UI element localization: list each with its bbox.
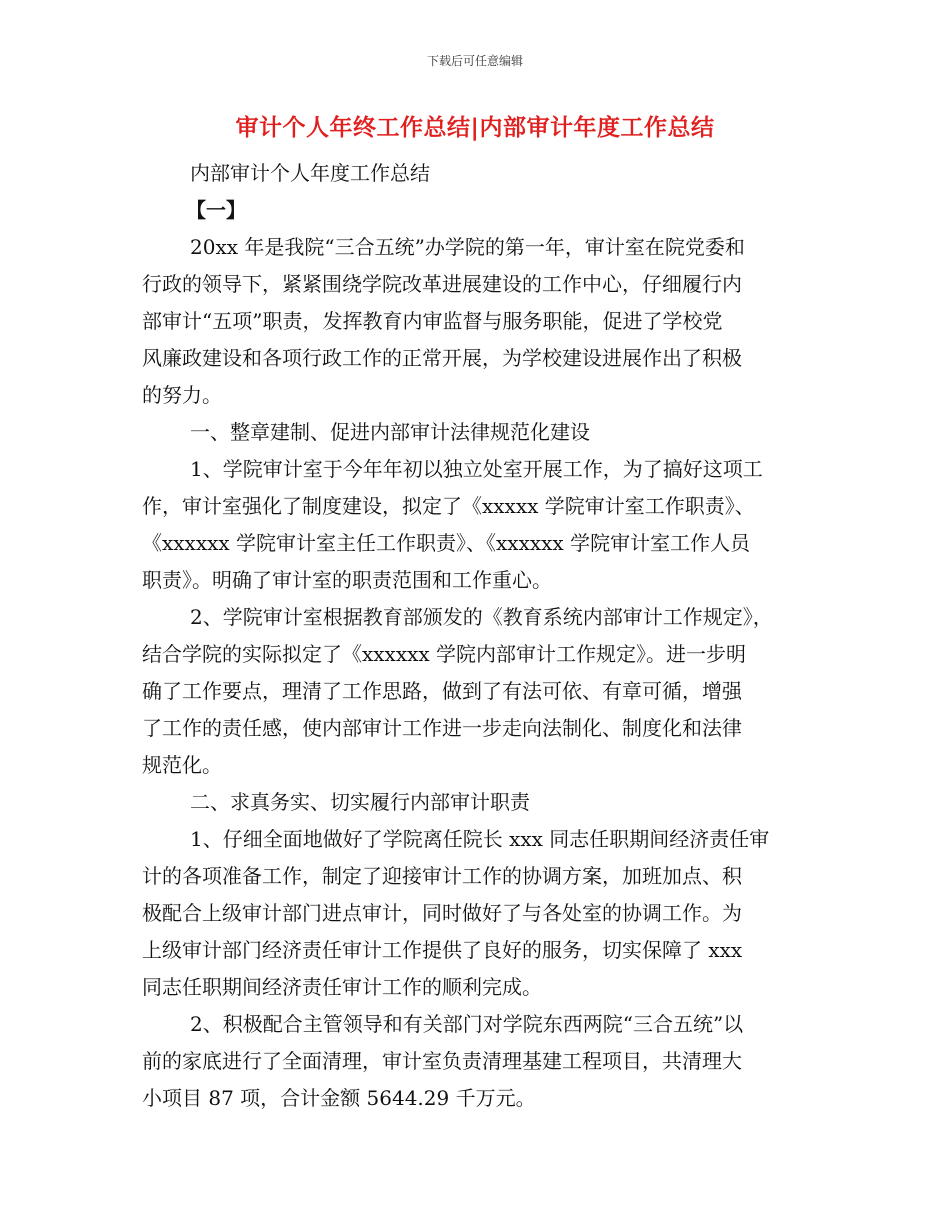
- subtitle: 内部审计个人年度工作总结: [190, 161, 430, 185]
- paragraph-line: 前的家底进行了全面清理，审计室负责清理基建工程项目，共清理大: [142, 1049, 742, 1073]
- paragraph-line: 确了工作要点，理清了工作思路，做到了有法可依、有章可循，增强: [142, 679, 742, 703]
- paragraph-line: 行政的领导下，紧紧围绕学院改革进展建设的工作中心，仔细履行内: [142, 272, 742, 296]
- paragraph-line: 小项目 87 项，合计金额 5644.29 千万元。: [142, 1086, 536, 1110]
- paragraph-line: 1、仔细全面地做好了学院离任院长 xxx 同志任职期间经济责任审: [190, 827, 770, 851]
- document-title: 审计个人年终工作总结|内部审计年度工作总结: [235, 115, 715, 141]
- paragraph-line: 2、积极配合主管领导和有关部门对学院东西两院“三合五统”以: [190, 1012, 744, 1036]
- paragraph-line: 上级审计部门经济责任审计工作提供了良好的服务，切实保障了 xxx: [142, 938, 743, 962]
- section-heading: 二、求真务实、切实履行内部审计职责: [190, 790, 530, 814]
- paragraph-line: 《xxxxxx 学院审计室主任工作职责》、《xxxxxx 学院审计室工作人员: [142, 531, 751, 555]
- paragraph-line: 极配合上级审计部门进点审计，同时做好了与各处室的协调工作。为: [142, 901, 742, 925]
- paragraph-line: 的努力。: [142, 383, 222, 407]
- document-body: [142, 155, 810, 1117]
- paragraph-line: 职责》。明确了审计室的职责范围和工作重心。: [142, 568, 552, 592]
- paragraph-line: 2、学院审计室根据教育部颁发的《教育系统内部审计工作规定》，: [190, 605, 773, 629]
- paragraph-line: 部审计“五项”职责，发挥教育内审监督与服务职能，促进了学校党: [142, 309, 723, 333]
- paragraph-line: 20xx 年是我院“三合五统”办学院的第一年，审计室在院党委和: [190, 235, 745, 259]
- paragraph-line: 作，审计室强化了制度建设，拟定了《xxxxx 学院审计室工作职责》、: [142, 494, 755, 518]
- paragraph-line: 风廉政建设和各项行政工作的正常开展，为学校建设进展作出了积极: [142, 346, 742, 370]
- paragraph-line: 1、学院审计室于今年年初以独立处室开展工作，为了搞好这项工: [190, 457, 763, 481]
- section-mark: 【一】: [186, 198, 246, 222]
- paragraph-line: 同志任职期间经济责任审计工作的顺利完成。: [142, 975, 542, 999]
- paragraph-line: 了工作的责任感，使内部审计工作进一步走向法制化、制度化和法律: [142, 716, 742, 740]
- paragraph-line: 结合学院的实际拟定了《xxxxxx 学院内部审计工作规定》。进一步明: [142, 642, 747, 666]
- paragraph-line: 计的各项准备工作，制定了迎接审计工作的协调方案，加班加点、积: [142, 864, 742, 888]
- paragraph-line: 规范化。: [142, 753, 222, 777]
- header-note: 下载后可任意编辑: [426, 54, 523, 68]
- section-heading: 一、整章建制、促进内部审计法律规范化建设: [190, 420, 590, 444]
